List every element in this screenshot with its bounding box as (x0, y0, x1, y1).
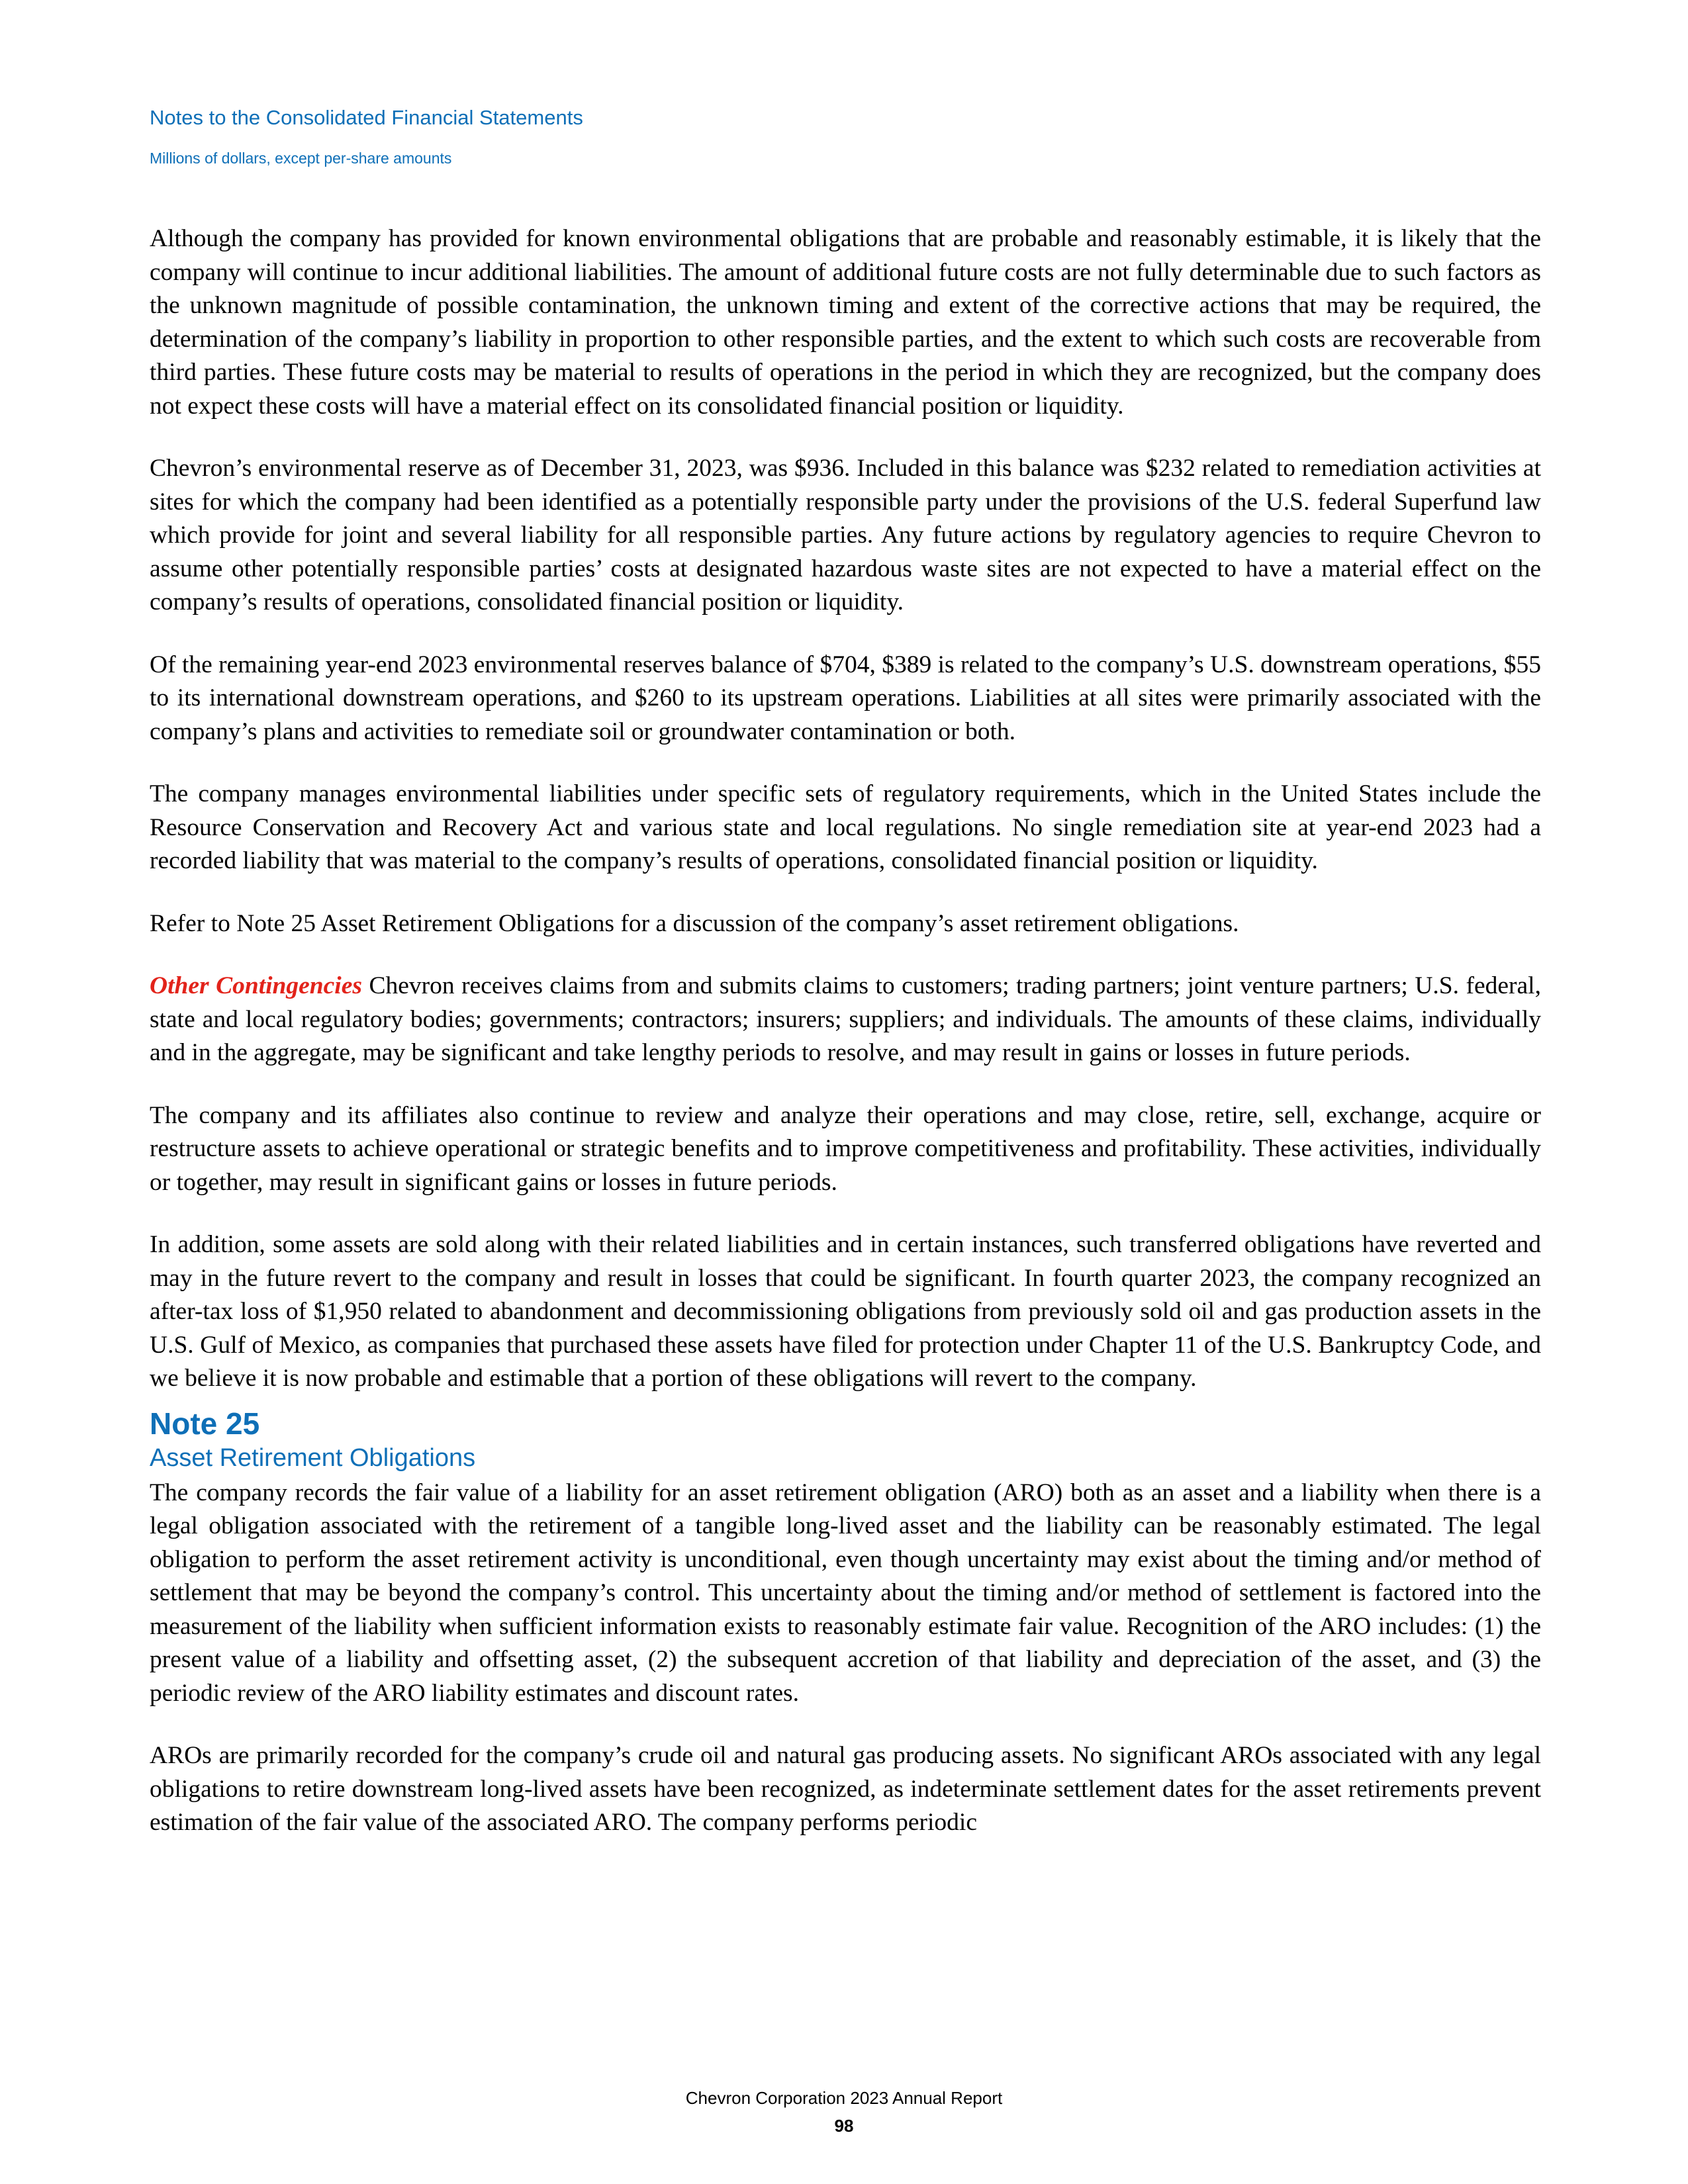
paragraph-transferred-obligations: In addition, some assets are sold along with their related liabilities and in certain instances, such transferred obligations have reverted and may in the future revert to the company and result in losses that could be significant. In fourth quarter 2023, the company recognized an after-tax loss of $1,950 related to abandonment and decommissioning obligations from previously sold oil and gas production assets in the U.S. Gulf of Mexico, as companies that purchased these assets have filed for protection under Chapter 11 of the U.S. Bankruptcy Code, and we believe it is now probable and estimable that a portion of these obligations will revert to the company. (150, 1231, 1541, 1392)
note-25-number: Note 25 (150, 1406, 260, 1441)
page-header-subtitle: Millions of dollars, except per-share amounts (150, 150, 452, 167)
footer-report-name: Chevron Corporation 2023 Annual Report (685, 2088, 1003, 2108)
note-25-title: Asset Retirement Obligations (150, 1443, 476, 1472)
paragraph-aro-fair-value: The company records the fair value of a liability for an asset retirement obligation (ARO) both as an asset and a liability when there is a legal obligation associated with the retirement of a tangible long-lived asset and the liability can be reasonably estimated. The legal obligation to perform the asset retirement activity is unconditional, even though uncertainty may exist about the timing and/or method of settlement that may be beyond the company’s control. This uncertainty about the timing and/or method of settlement is factored into the measurement of the liability when sufficient information exists to reasonably estimate fair value. Recognition of the ARO includes: (1) the present value of a liability and offsetting asset, (2) the subsequent accretion of that liability and depreciation of the asset, and (3) the periodic review of the ARO liability estimates and discount rates. (150, 1479, 1541, 1707)
paragraph-regulatory-requirements: The company manages environmental liabilities under specific sets of regulatory requirements, which in the United States include the Resource Conservation and Recovery Act and various state and local regulations. No single remediation site at year-end 2023 had a recorded liability that was material to the company’s results of operations, consolidated financial position or liquidity. (150, 780, 1541, 874)
paragraph-affiliates-review: The company and its affiliates also continue to review and analyze their operations and may close, retire, sell, exchange, acquire or restructure assets to achieve operational or strategic benefits and to improve competitiveness and profitability. These activities, individually or together, may result in significant gains or losses in future periods. (150, 1101, 1541, 1196)
page-number: 98 (834, 2116, 854, 2136)
paragraph-note-reference: Refer to Note 25 Asset Retirement Obligations for a discussion of the company’s asset retirement obligations. (150, 909, 1239, 937)
other-contingencies-heading: Other Contingencies (150, 972, 362, 999)
paragraph-other-contingencies (150, 970, 1541, 1070)
paragraph-remaining-reserves: Of the remaining year-end 2023 environmental reserves balance of $704, $389 is related to the company’s U.S. downstream operations, $55 to its international downstream operations, and $260 to its upstream operations. Liabilities at all sites were primarily associated with the company’s plans and activities to remediate soil or groundwater contamination or both. (150, 651, 1541, 745)
page-header-title: Notes to the Consolidated Financial Statements (150, 106, 583, 129)
paragraph-environmental-obligations: Although the company has provided for known environmental obligations that are probable and reasonably estimable, it is likely that the company will continue to incur additional liabilities. The amount of additional future costs are not fully determinable due to such factors as the unknown magnitude of possible contamination, the unknown timing and extent of the corrective actions that may be required, the determination of the company’s liability in proportion to other responsible parties, and the extent to which such costs are recoverable from third parties. These future costs may be material to results of operations in the period in which they are recognized, but the company does not expect these costs will have a material effect on its consolidated financial position or liquidity. (150, 225, 1541, 420)
paragraph-environmental-reserve: Chevron’s environmental reserve as of December 31, 2023, was $936. Included in this balance was $232 related to remediation activities at sites for which the company had been identified as a potentially responsible party under the provisions of the U.S. federal Superfund law which provide for joint and several liability for all responsible parties. Any future actions by regulatory agencies to require Chevron to assume other potentially responsible parties’ costs at designated hazardous waste sites are not expected to have a material effect on the company’s results of operations, consolidated financial position or liquidity. (150, 455, 1541, 615)
paragraph-aro-recorded: AROs are primarily recorded for the company’s crude oil and natural gas producing assets. No significant AROs associated with any legal obligations to retire downstream long-lived assets have been recognized, as indeterminate settlement dates for the asset retirements prevent estimation of the fair value of the associated ARO. The company performs periodic (150, 1742, 1541, 1836)
other-contingencies-text: Chevron receives claims from and submits claims to customers; trading partners; joint venture partners; U.S. federal, state and local regulatory bodies; governments; contractors; insurers; suppliers; and individuals. The amounts of these claims, individually and in the aggregate, may be significant and take lengthy periods to resolve, and may result in gains or losses in future periods. (150, 972, 1541, 1066)
document-body (150, 222, 1541, 1869)
